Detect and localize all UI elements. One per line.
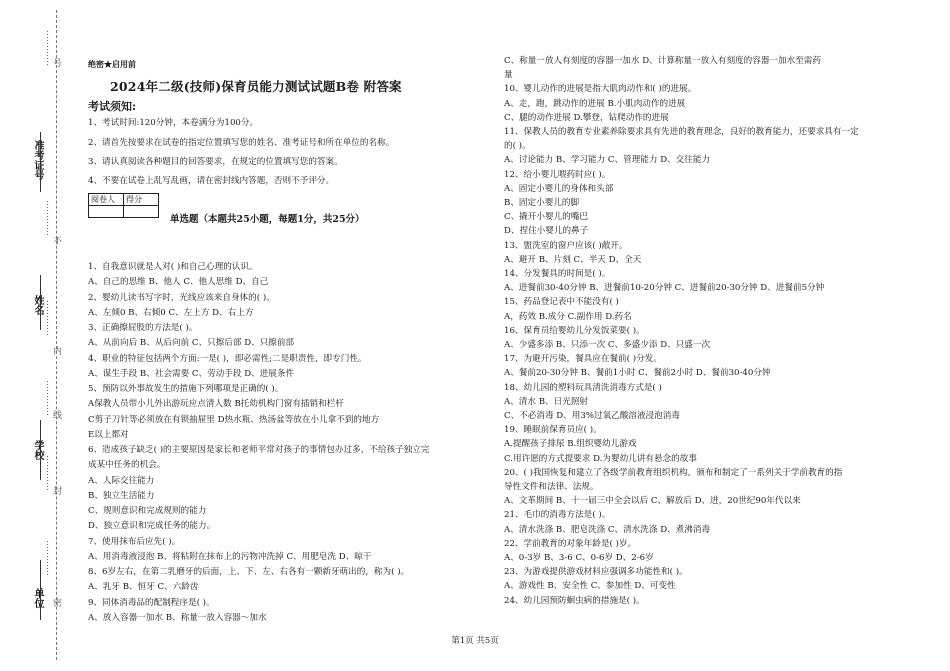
question-line: D、捏住小婴儿的鼻子 [504, 226, 589, 237]
seal-mark: 封 [51, 486, 61, 495]
seal-dots: ………… [44, 380, 54, 416]
question-line: 量 [504, 70, 513, 81]
section-heading: 单选题（本题共25小题，每题1分，共25分） [170, 214, 365, 225]
question-line: A、0-3岁 B、3-6 C、0-6岁 D、2-6岁 [504, 553, 654, 563]
question-line: 20、( )我国恢复和建立了各级学前教育组织机构，颁布和制定了一系列关于学前教育的指 [504, 467, 843, 478]
question-line: A、人际交往能力 [88, 475, 155, 486]
question-line: 12、给小婴儿喂药时应( )。 [504, 169, 611, 180]
seal-mark: 内 [51, 346, 61, 355]
question-line: A、讨论能力 B、学习能力 C、管理能力 D、交往能力 [504, 155, 711, 166]
question-line: A、乳牙 B、恒牙 C、六龄齿 [88, 582, 199, 593]
question-line: E以上都对 [88, 429, 129, 440]
question-line: C、规则意识和完成规则的能力 [88, 506, 207, 516]
question-line: 16、保育员给婴幼儿分发饭菜要( )。 [504, 325, 645, 336]
question-line: 4、职业的特征包括两个方面:一是( )，即必需性;二是职责性，即专门性。 [88, 353, 367, 364]
question-line: 10、婴儿动作的进展是指大肌肉动作和( )的进展。 [504, 84, 697, 95]
question-line: C、称量一放人有刻度的容器一加水 D、计算称量一放入有刻度的容器一加水至需药 [504, 56, 821, 66]
question-line: A、用消毒液浸泡 B、将粘附在抹布上的污物冲洗掉 C、用肥皂洗 D、晾干 [88, 551, 372, 562]
score-box [88, 193, 159, 218]
score-cell[interactable] [124, 206, 159, 218]
question-line: A、自己的思维 B、他人 C、他人思维 D、自己 [88, 277, 269, 288]
seal-mark: 线 [51, 410, 61, 419]
question-line: 成某中任务的机会。 [88, 460, 166, 471]
question-line: 15、药品登记表中不能没有( ) [504, 297, 619, 308]
question-line: B、固定小婴儿的脚 [504, 198, 580, 208]
question-line: A.提醒孩子排尿 B.组织婴幼儿游戏 [504, 439, 637, 450]
page-title: 2024年二级(技师)保育员能力测试试题B卷 附答案 [110, 79, 402, 94]
question-line: 7、使用抹布后应先( )。 [88, 536, 181, 547]
notice-item: 3、请认真阅读各种题目的回答要求，在规定的位置填写您的答案。 [88, 157, 343, 167]
seal-dots: ………… [44, 300, 54, 336]
question-line: C.用许愿的方式提要求 D.为婴幼儿讲有悬念的故事 [504, 453, 697, 464]
question-line: 18、幼儿园的塑料玩具清洗消毒方式是( ) [504, 382, 662, 393]
unit-blank[interactable] [40, 560, 41, 620]
question-line: 14、分发餐具的时间是( )。 [504, 269, 611, 279]
question-line: 11、保教人员的教育专业素养除要求具有先进的教育理念，良好的教育能力，还要求具有一定 [504, 127, 859, 137]
seal-dots: ………… [44, 455, 54, 491]
question-line: 1、自我意识就是人对( )和自己心理的认识。 [88, 262, 258, 272]
notice-item: 2、请首先按要求在试卷的指定位置填写您的姓名、准考证号和所在单位的名称。 [88, 138, 395, 148]
question-line: 24、幼儿园预防蛔虫病的措施是( )。 [504, 595, 645, 606]
question-line: A、清水 B、日光照射 [504, 396, 589, 407]
question-line: 6、造成孩子缺乏( )的主要原因是家长和老师平常对孩子的事情包办过多，不给孩子独立完 [88, 445, 430, 455]
question-line: 9、同体消毒品的配制程序是( )。 [88, 597, 215, 608]
page-footer: 第1页 共5页 [451, 636, 499, 646]
question-line: A保教人员带小儿外出游玩应点清人数 B托幼机构门窗有插销和栏杆 [88, 399, 344, 410]
exam-number-blank[interactable] [40, 132, 41, 192]
seal-dots: ………… [44, 540, 54, 576]
seal-mark: 号 [51, 58, 61, 67]
notice-item: 4、不要在试卷上乱写乱画，请在密封线内答题，否则不予评分。 [88, 176, 335, 186]
school-blank[interactable] [40, 420, 41, 480]
question-line: 8、6岁左右，在第二乳磨牙的后面，上、下、左、右各有一颗新牙萌出的，称为( )。 [88, 567, 410, 577]
binding-margin [0, 0, 80, 671]
question-line: A、走，跑，跳动作的进展 B.小肌肉动作的进展 [504, 98, 686, 109]
question-line: C、不必消毒 D、用3%过氧乙酸溶液浸泡消毒 [504, 411, 680, 421]
margin-label-unit: 单位 [32, 588, 43, 608]
notice-item: 1、考试时间:120分钟，本卷满分为100分。 [88, 118, 259, 128]
seal-dots: ………… [44, 30, 54, 66]
question-line: 2、婴幼儿读书写字时，光线应该来自身体的( )。 [88, 292, 275, 303]
grader-label: 阅卷人 [89, 194, 124, 206]
question-line: A、进餐前30-40分钟 B、进餐前10-20分钟 C、进餐前20-30分钟 D、进餐前5分钟 [504, 283, 825, 294]
question-line: C、腿的动作进展 D.攀登，钻爬动作的进展 [504, 112, 669, 123]
seal-line [56, 10, 57, 660]
question-line: 17、为避开污染，餐具应在餐前( )分发。 [504, 354, 662, 365]
question-line: 的( )。 [504, 141, 531, 152]
question-line: A、少盛多添 B、只添一次 C、多盛少添 D、只盛一次 [504, 340, 711, 350]
question-line: A、固定小婴儿的身体和头部 [504, 183, 614, 194]
question-line: A、文革期间 B、十一届三中全会以后 C、解放后 D、进，20世纪90年代以来 [504, 496, 801, 507]
question-line: 19、睡眠前保育员应( )。 [504, 425, 602, 436]
margin-label-exam-number: 准考证号 [32, 140, 43, 180]
seal-dots: ………… [44, 200, 54, 236]
question-line: 22、学前教育的对象年龄是( )岁。 [504, 538, 637, 549]
question-line: A、从前向后 B、从后向前 C、只擦后部 D、只擦前部 [88, 338, 295, 349]
seal-mark: 密 [51, 598, 61, 607]
question-line: C、撬开小婴儿的嘴巴 [504, 212, 588, 223]
question-line: D、独立意识和完成任务的能力。 [88, 521, 216, 532]
seal-mark: 不 [51, 236, 61, 245]
question-line: 21、毛巾的消毒方法是( )。 [504, 510, 611, 521]
margin-label-name: 姓名 [32, 295, 43, 315]
question-line: 5、预防以外事故发生的措施下列哪项是正确的( )。 [88, 384, 284, 394]
grader-cell[interactable] [89, 206, 124, 218]
secret-label: 绝密★启用前 [88, 59, 136, 69]
question-line: A，药效 B.成分 C.副作用 D.药名 [504, 311, 632, 322]
question-line: A、清水洗涤 B、肥皂洗涤 C、清水洗涤 D、煮沸消毒 [504, 524, 711, 535]
notice-heading: 考试须知: [88, 100, 137, 113]
question-line: 13、盥洗室的窗户应该( )敞开。 [504, 240, 628, 251]
question-line: 23、为游戏提供游戏材料应强调多功能性和( )。 [504, 567, 688, 578]
question-line: 3、正确擦屁股的方法是( )。 [88, 323, 198, 333]
question-line: A、放入容器一加水 B、称量一放入容器～加水 [88, 612, 267, 623]
question-line: A、餐前20-30分钟 B、餐前1小时 C、餐前2小时 D、餐前30-40分钟 [504, 368, 771, 379]
question-line: A、左倾0 B、右倾0 C、左上方 D、右上方 [88, 307, 254, 318]
question-line: A、游戏性 B、安全性 C、参加性 D、可变性 [504, 581, 676, 592]
score-label: 得分 [124, 194, 159, 206]
question-line: A、避开 B、片刻 C、半天 D、全天 [504, 254, 642, 265]
question-line: B、独立生活能力 [88, 490, 155, 501]
question-line: A、谋生手段 B、社会需要 C、劳动手段 D、进展条件 [88, 368, 295, 379]
margin-label-school: 学校 [32, 440, 43, 460]
question-line: C剪子刀针等必须放在有锁抽屉里 D热水瓶、热汤盆等放在小儿拿不到的地方 [88, 414, 380, 425]
question-line: 导性文件和法律、法规。 [504, 482, 599, 492]
name-blank[interactable] [40, 275, 41, 330]
